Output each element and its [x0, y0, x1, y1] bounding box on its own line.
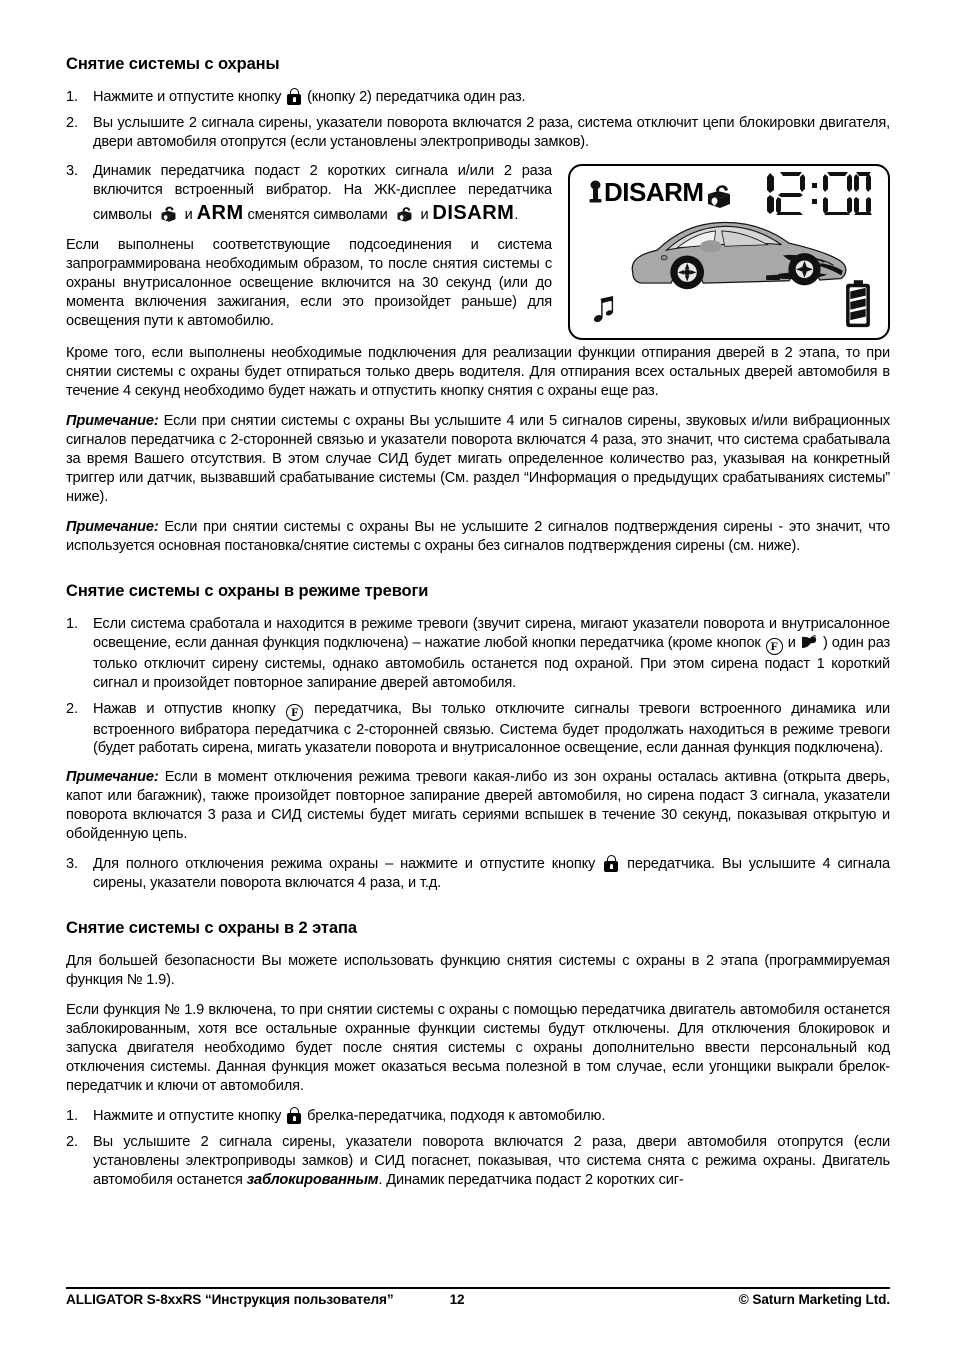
paragraph-two-stage-unlock: Кроме того, если выполнены необходимые подключения для реализации функции отпирания дверей в 2 этапа, то при снятии системы с охраны будет отпираться только дверь водителя. Для отпирания всех остальных дверей автомобиля в течение 4 секунд необходимо будет нажать и отпустить кнопку снятия с охраны еще раз.	[66, 344, 890, 399]
note-text: Если в момент отключения режима тревоги какая-либо из зон охраны осталась активна (открыта дверь, капот или багажник), также произойдет повторное запирание дверей автомобиля, но сирена подаст 3 сигнала, указатели поворота включатся 3 раза и СИД системы будет мигать сериями вспышек в течение 30 секунд, показывая открытую и обойденную цепь.	[66, 769, 890, 843]
list-item	[66, 1107, 890, 1126]
list-item-text: Динамик передатчика подаст 2 коротких сигнала и/или 2 раза включится встроенный вибратор. На ЖК-дисплее передатчика символы	[93, 162, 552, 223]
battery-icon	[844, 280, 872, 328]
lock-icon	[287, 1107, 301, 1124]
disarm-label: DISARM	[432, 201, 515, 224]
f-button-icon: F	[286, 704, 303, 721]
lock-3d-icon	[159, 204, 178, 223]
list-item-number: 3.	[66, 856, 78, 873]
note-siren-signals	[66, 412, 890, 507]
conjunction: и	[184, 206, 193, 223]
list-item-text: Нажмите и отпустите кнопку	[93, 89, 282, 105]
disarm-steps-list	[66, 88, 890, 152]
list-item-number: 2.	[66, 114, 78, 131]
footer-left-text: ALLIGATOR S-8xxRS “Инструкция пользователя”	[66, 1292, 394, 1307]
two-stage-steps-list	[66, 1107, 890, 1190]
lock-icon	[604, 855, 618, 872]
list-item	[66, 700, 890, 759]
footer-divider	[66, 1287, 890, 1289]
section-heading-alarm-mode: Снятие системы с охраны в режиме тревоги	[66, 581, 429, 600]
car-icon	[622, 214, 852, 300]
list-item-number: 2.	[66, 700, 78, 717]
paragraph-two-stage-intro: Для большей безопасности Вы можете использовать функцию снятия системы с охраны в 2 этапа (программируемая функция № 1.9).	[66, 953, 890, 989]
paragraph-two-stage-detail: Если функция № 1.9 включена, то при снятии системы с охраны с помощью передатчика двигатель автомобиля останется заблокированным, хотя все остальные охранные функции системы будут отключены. Для отключения блокировок и запуска двигателя необходимо будет после снятия системы с охраны дополнительно ввести персональный код отключения системы. Данная функция может оказаться весьма полезной в том случае, если угонщики выкрали брелок-передатчик и ключи от автомобиля.	[66, 1002, 890, 1095]
page-footer	[66, 1287, 890, 1307]
conjunction: и	[787, 634, 796, 651]
note-label: Примечание:	[66, 518, 159, 535]
note-label: Примечание:	[66, 412, 159, 429]
page-title: Снятие системы с охраны	[66, 55, 280, 73]
list-item	[66, 855, 890, 893]
note-text: Если при снятии системы с охраны Вы не услышите 2 сигналов подтверждения сирены - это значит, что используется основная постановка/снятие системы с охраны без сигналов подтверждения сирены (см. ниже).	[66, 518, 890, 554]
list-item-number: 3.	[66, 162, 78, 179]
lcd-status-text: DISARM	[604, 176, 704, 207]
list-item	[66, 1133, 890, 1190]
list-item-text-cont: ) один раз только отключит сирену системы, однако автомобиль останется под охраной. При этом сирена подаст 1 короткий сигнал и произойдет повторное запирание дверей автомобиля.	[93, 634, 891, 691]
arm-label: ARM	[196, 201, 244, 224]
music-note-icon	[592, 296, 616, 324]
list-item-number: 1.	[66, 1108, 78, 1125]
list-item-number: 2.	[66, 1134, 78, 1150]
period: .	[514, 206, 519, 223]
list-item-text: Нажав и отпустив кнопку	[93, 700, 276, 717]
list-item-text-cont: брелка-передатчика, подходя к автомобилю.	[307, 1108, 606, 1125]
horn-icon	[801, 635, 818, 650]
note-label: Примечание:	[66, 769, 159, 786]
f-button-icon: F	[766, 638, 783, 655]
alarm-mode-steps-list	[66, 615, 890, 759]
list-item-number: 1.	[66, 89, 78, 105]
note-no-confirmation	[66, 518, 890, 556]
paragraph-lighting: Если выполнены соответствующие подсоединения и система запрограммирована необходимым образом, то после снятия системы с охраны внутрисалонное освещение включится на 30 секунд (или до момента включения зажигания, если это произойдет раньше) для освещения пути к автомобилю.	[66, 236, 552, 329]
footer-copyright: © Saturn Marketing Ltd.	[738, 1292, 890, 1307]
footer-page-number: 12	[449, 1292, 465, 1307]
list-item-text: Вы услышите 2 сигнала сирены, указатели поворота включатся 2 раза, двери автомобиля отопрутся (если установлены электроприводы замков) и СИД погаснет, показывая, что система снята с режима охраны. Двигатель автомобиля останется	[93, 1134, 890, 1188]
conjunction-2: и	[420, 206, 429, 223]
list-item	[66, 615, 890, 693]
list-item-text-cont: . Динамик передатчика подаст 2 коротких сиг-	[378, 1171, 684, 1188]
list-item-text-cont: (кнопку 2) передатчика один раз.	[307, 89, 526, 105]
list-item-text: Нажмите и отпустите кнопку	[93, 1108, 282, 1125]
note-text: Если при снятии системы с охраны Вы услышите 4 или 5 сигналов сирены, звуковых и/или вибрационных сигналов передатчика с 2-сторонней связью и указатели поворота включатся 4 раза, это значит, что система срабатывала за время Вашего отсутствия. В этом случае СИД будет мигать определенное количество раз, указывая на конкретный триггер или датчик, вызвавший срабатывание системы (См. раздел “Информация о предыдущих срабатываниях системы” ниже).	[66, 412, 890, 505]
list-item	[66, 114, 890, 152]
section-heading-two-stage: Снятие системы с охраны в 2 этапа	[66, 919, 357, 938]
list-item-text: Если система сработала и находится в режиме тревоги (звучит сирена, мигают указатели поворота и внутрисалонное освещение, если данная функция подключена) – нажатие любой кнопки передатчика (кроме кнопок	[93, 615, 890, 651]
lock-icon	[287, 88, 301, 105]
page-content	[66, 55, 890, 1200]
list-item-number: 1.	[66, 615, 78, 632]
list-item-text-cont: передатчика, Вы только отключите сигналы тревоги встроенного динамика или встроенного вибратора передатчика с 2-сторонней связью. Система будет продолжать находиться в режиме тревоги (будет работать сирена, мигать указатели поворота и внутрисалонное освещение, если данная функция подключена).	[93, 700, 890, 757]
list-item-text-cont: сменятся символами	[247, 206, 388, 223]
list-item-text: Для полного отключения режима охраны – нажмите и отпустите кнопку	[93, 856, 596, 873]
list-item	[66, 162, 890, 226]
list-item	[66, 88, 890, 107]
list-item-text: Вы услышите 2 сигнала сирены, указатели поворота включатся 2 раза, система отключит цепи блокировки двигателя, двери автомобиля отопрутся (если установлены электроприводы замков).	[93, 114, 890, 150]
disarm-steps-list-cont	[66, 162, 890, 226]
alarm-mode-steps-list-cont	[66, 855, 890, 893]
note-active-zone	[66, 768, 890, 844]
emphasis-word: заблокированным	[246, 1171, 379, 1188]
unlock-3d-icon	[395, 204, 414, 223]
list-item-text-cont: передатчика. Вы услышите 4 сигнала сирены, указатели поворота включатся 4 раза, и т.д.	[93, 856, 891, 892]
